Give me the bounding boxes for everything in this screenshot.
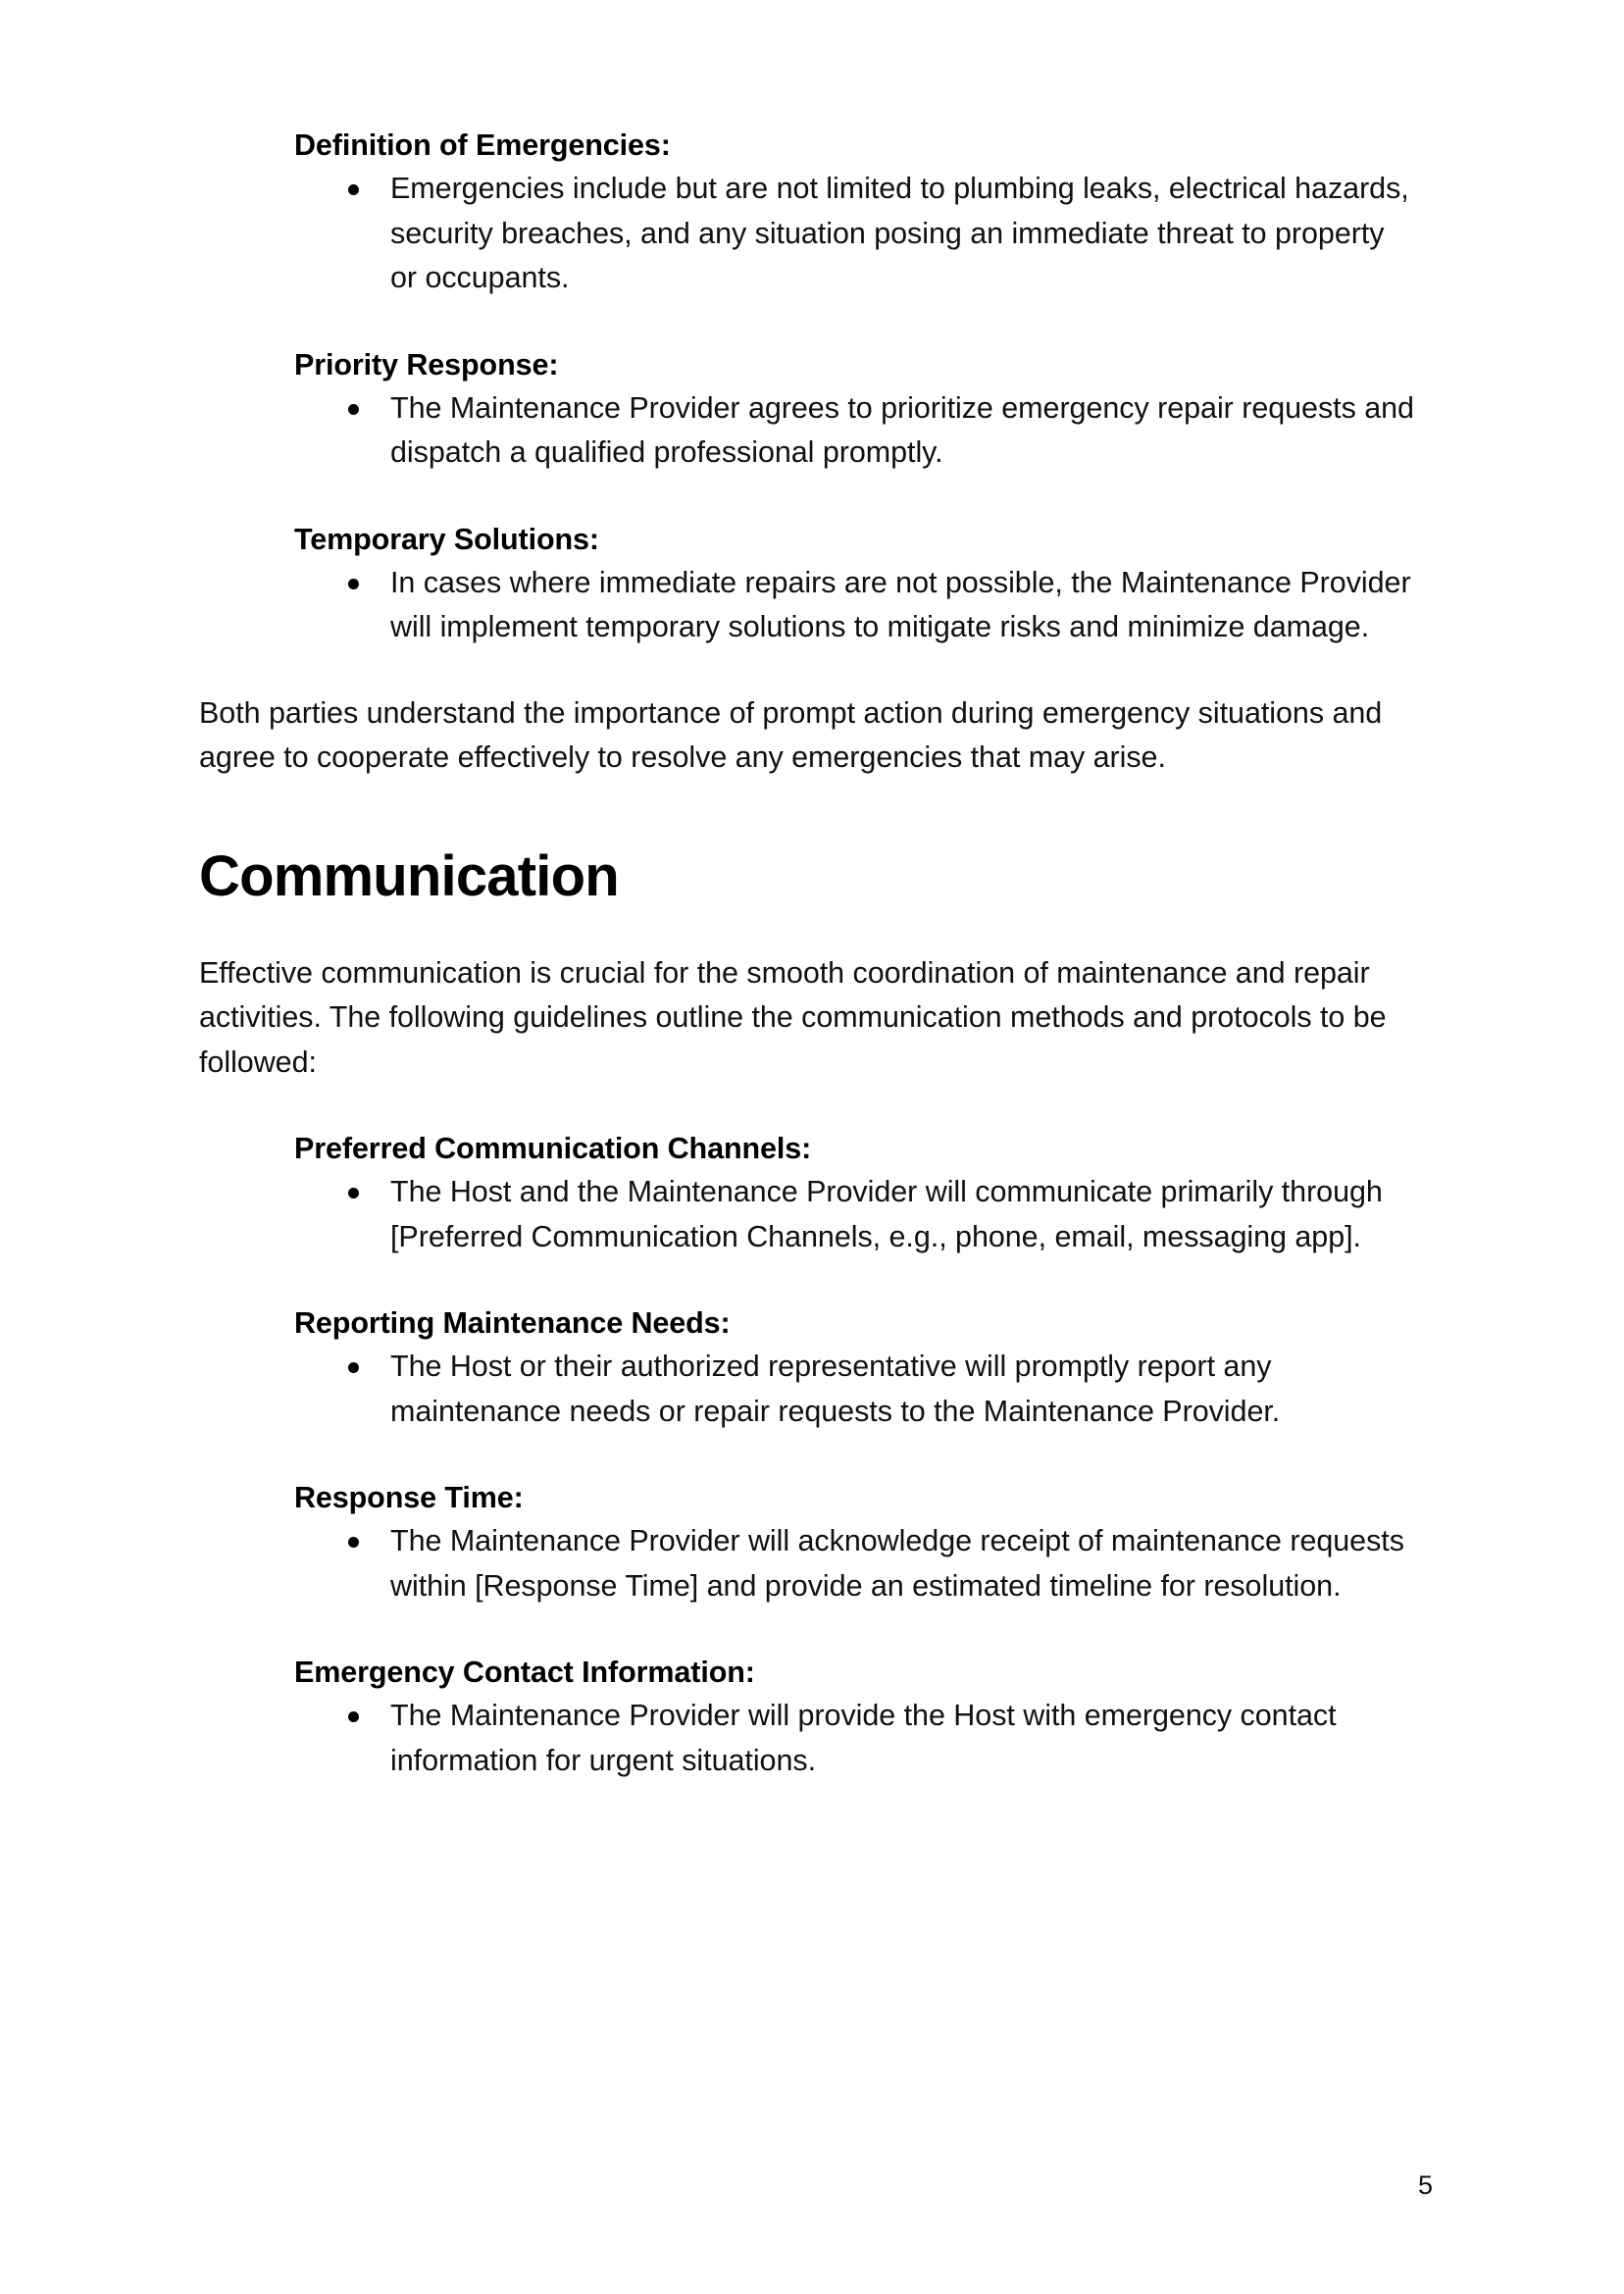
- list-item: [294, 561, 1418, 650]
- subsection-heading: Temporary Solutions:: [294, 522, 599, 556]
- bullet-dot-icon: [348, 1362, 359, 1373]
- bullet-list: [294, 167, 1418, 301]
- subsection-heading: Preferred Communication Channels:: [294, 1132, 812, 1165]
- list-item-text: The Maintenance Provider will acknowledge receipt of maintenance requests within [Response Time] and provide an estimated timeline for resolution.: [390, 1524, 1404, 1603]
- list-item-text: The Maintenance Provider will provide the Host with emergency contact information for urgent situations.: [390, 1699, 1337, 1777]
- section-emergency-contact-information: [294, 1653, 1418, 1783]
- list-item-text: Emergencies include but are not limited to plumbing leaks, electrical hazards, security breaches, and any situation posing an immediate threat to property or occupants.: [390, 172, 1409, 294]
- section-response-time: [294, 1478, 1418, 1608]
- bullet-dot-icon: [348, 579, 359, 589]
- list-item: [294, 386, 1418, 476]
- page-content: [199, 126, 1418, 1783]
- emergency-closing-paragraph: Both parties understand the importance of prompt action during emergency situations and agree to cooperate effectively to resolve any emergencies that may arise.: [199, 695, 1383, 774]
- bullet-dot-icon: [348, 1188, 359, 1198]
- bullet-dot-icon: [348, 404, 359, 415]
- communication-intro-paragraph: Effective communication is crucial for the smooth coordination of maintenance and repair activities. The following guidelines outline the communication methods and protocols to be followed:: [199, 955, 1387, 1079]
- bullet-dot-icon: [348, 184, 359, 195]
- section-priority-response: [294, 345, 1418, 476]
- section-definition-of-emergencies: [294, 126, 1418, 301]
- bullet-list: [294, 1345, 1418, 1434]
- list-item: [294, 1170, 1418, 1259]
- bullet-list: [294, 1694, 1418, 1783]
- bullet-dot-icon: [348, 1537, 359, 1548]
- bullet-list: [294, 1170, 1418, 1259]
- page-title-communication: Communication: [199, 843, 619, 908]
- list-item-text: In cases where immediate repairs are not possible, the Maintenance Provider will implement temporary solutions to mitigate risks and minimize damage.: [390, 565, 1411, 643]
- page-number: 5: [1417, 2170, 1433, 2200]
- section-reporting-maintenance-needs: [294, 1303, 1418, 1434]
- list-item: [294, 1519, 1418, 1608]
- section-temporary-solutions: [294, 520, 1418, 650]
- subsection-heading: Definition of Emergencies:: [294, 128, 671, 162]
- subsection-heading: Response Time:: [294, 1481, 524, 1514]
- section-preferred-communication-channels: [294, 1129, 1418, 1259]
- list-item: [294, 167, 1418, 301]
- subsection-heading: Reporting Maintenance Needs:: [294, 1306, 731, 1340]
- bullet-list: [294, 561, 1418, 650]
- list-item-text: The Host or their authorized representative will promptly report any maintenance needs or repair requests to the Maintenance Provider.: [390, 1350, 1281, 1428]
- bullet-list: [294, 1519, 1418, 1608]
- list-item-text: The Host and the Maintenance Provider will communicate primarily through [Preferred Communication Channels, e.g., phone, email, messaging app].: [390, 1175, 1383, 1253]
- list-item-text: The Maintenance Provider agrees to prioritize emergency repair requests and dispatch a qualified professional promptly.: [390, 390, 1414, 469]
- bullet-list: [294, 386, 1418, 476]
- bullet-dot-icon: [348, 1711, 359, 1722]
- list-item: [294, 1345, 1418, 1434]
- list-item: [294, 1694, 1418, 1783]
- subsection-heading: Emergency Contact Information:: [294, 1656, 755, 1689]
- subsection-heading: Priority Response:: [294, 347, 559, 382]
